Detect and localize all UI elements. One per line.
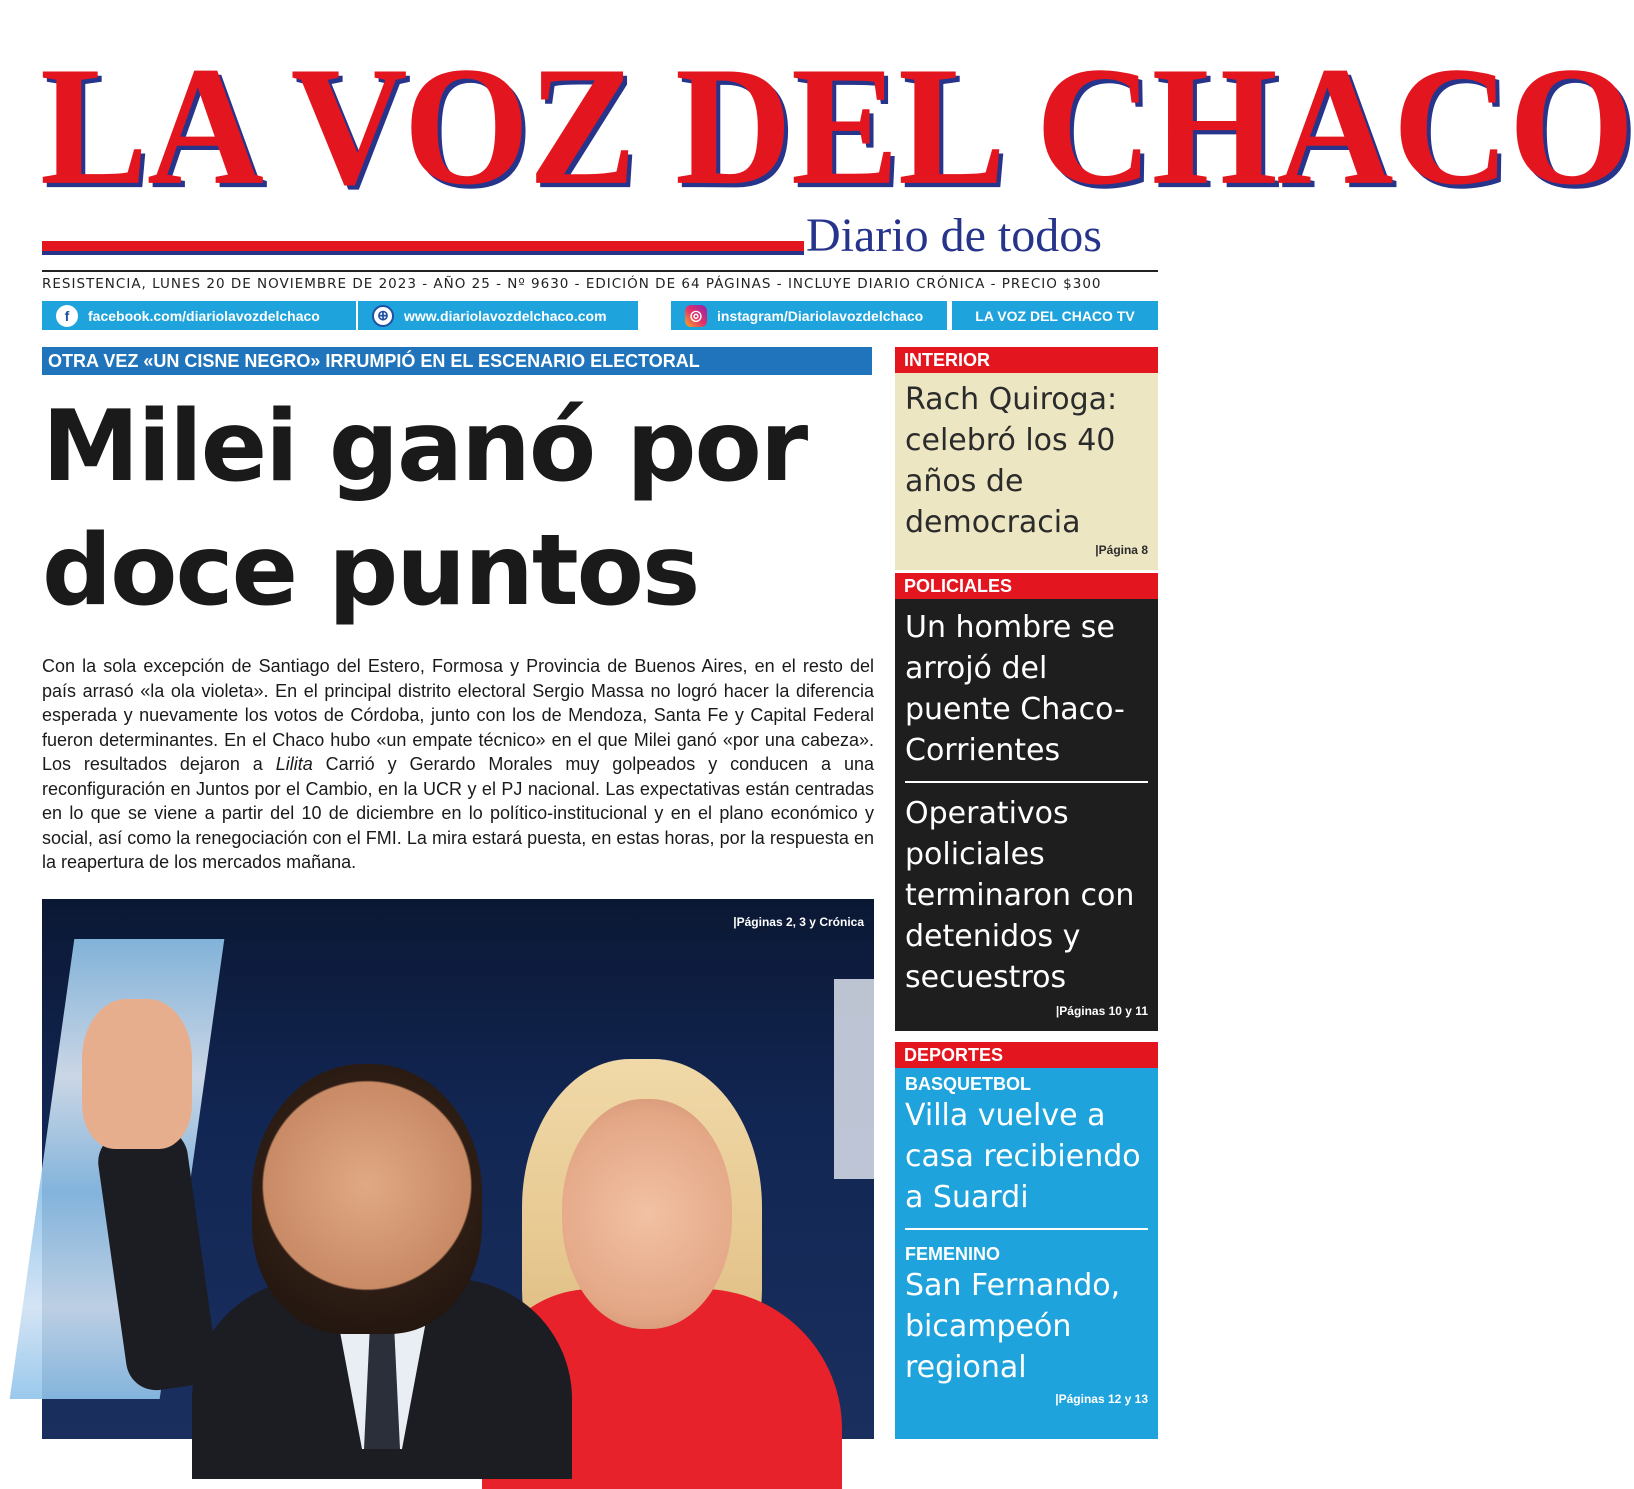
tv-link[interactable]	[952, 301, 1158, 330]
globe-icon: ⊕	[372, 305, 394, 327]
instagram-icon: ◎	[685, 305, 707, 327]
lede-part1: Con la sola excepción de Santiago del Estero, Formosa y Provincia de Buenos Aires, en el resto del país arrasó «la ola violeta». En el principal distrito electoral Sergio Massa no logró hacer la diferencia esperada y nuevamente los votos de Córdoba, junto con los de Mendoza, Santa Fe y Capital Federal fueron determinantes. En el Chaco hubo «un empate técnico» en el que Milei ganó «por una cabeza». Los resultados dejaron a	[42, 656, 874, 774]
main-headline-line1: Milei ganó por	[42, 390, 807, 504]
policiales-stories	[895, 599, 1158, 1031]
main-headline[interactable]	[42, 385, 882, 633]
main-photo[interactable]	[42, 899, 874, 1439]
section-tag-deportes: DEPORTES	[895, 1042, 1158, 1068]
main-lede	[42, 654, 874, 875]
interior-page-ref: |Página 8	[1095, 543, 1148, 557]
deportes-page-ref: |Páginas 12 y 13	[1055, 1392, 1148, 1406]
lede-part2: Carrió y Gerardo Morales muy golpeados y conducen a una reconfiguración en Juntos por el Cambio, en la UCR y el PJ nacional. Las expectativas están centradas en lo que se viene a partir del 10 de diciembre en lo político-institucional y en el plano económico y social, así como la renegociación con el FMI. La mira estará puesta, en estas horas, por la respuesta en la reapertura de los mercados mañana.	[42, 754, 874, 872]
interior-headline: Rach Quiroga: celebró los 40 años de democracia	[905, 382, 1118, 540]
facebook-icon: f	[56, 305, 78, 327]
flag-shape	[834, 979, 874, 1179]
divider	[905, 781, 1148, 783]
facebook-link[interactable]	[42, 301, 356, 330]
deportes-subsection-basquetbol: BASQUETBOL	[905, 1074, 1031, 1094]
photo-page-ref: |Páginas 2, 3 y Crónica	[733, 915, 864, 929]
section-tag-interior: INTERIOR	[895, 347, 1158, 373]
website-link-label: www.diariolavozdelchaco.com	[404, 307, 607, 324]
deportes-stories	[895, 1068, 1158, 1439]
interior-story[interactable]	[895, 373, 1158, 570]
policiales-page-ref: |Páginas 10 y 11	[1055, 1004, 1148, 1018]
tv-link-label: LA VOZ DEL CHACO TV	[975, 307, 1135, 324]
policiales-headline-2[interactable]: Operativos policiales terminaron con detenidos y secuestros	[905, 796, 1135, 995]
main-headline-line2: doce puntos	[42, 514, 699, 628]
man-face-shape	[252, 1064, 482, 1334]
woman-face-shape	[562, 1099, 732, 1329]
policiales-headline-1[interactable]: Un hombre se arrojó del puente Chaco-Corrientes	[905, 610, 1125, 768]
deportes-subsection-femenino: FEMENINO	[905, 1244, 1001, 1264]
man-hand-shape	[82, 999, 192, 1149]
masthead-subtitle: Diario de todos	[806, 209, 1102, 262]
newspaper-logo[interactable]: LA VOZ DEL CHACO	[40, 32, 1634, 221]
deportes-headline-1[interactable]: Villa vuelve a casa recibiendo a Suardi	[905, 1098, 1141, 1215]
instagram-link[interactable]	[671, 301, 947, 330]
divider	[905, 1228, 1148, 1230]
dateline: RESISTENCIA, LUNES 20 DE NOVIEMBRE DE 2023 - AÑO 25 - Nº 9630 - EDICIÓN DE 64 PÁGINAS - INCLUYE DIARIO CRÓNICA - PRECIO $300	[42, 270, 1158, 292]
masthead-rule	[42, 241, 804, 251]
instagram-link-label: instagram/Diariolavozdelchaco	[717, 307, 924, 324]
lede-italic: Lilita	[275, 754, 313, 774]
section-tag-policiales: POLICIALES	[895, 573, 1158, 599]
facebook-link-label: facebook.com/diariolavozdelchaco	[88, 307, 320, 324]
website-link[interactable]	[358, 301, 638, 330]
main-kicker: OTRA VEZ «UN CISNE NEGRO» IRRUMPIÓ EN EL ESCENARIO ELECTORAL	[42, 347, 872, 375]
deportes-headline-2[interactable]: San Fernando, bicampeón regional	[905, 1268, 1121, 1385]
masthead	[40, 32, 1634, 221]
